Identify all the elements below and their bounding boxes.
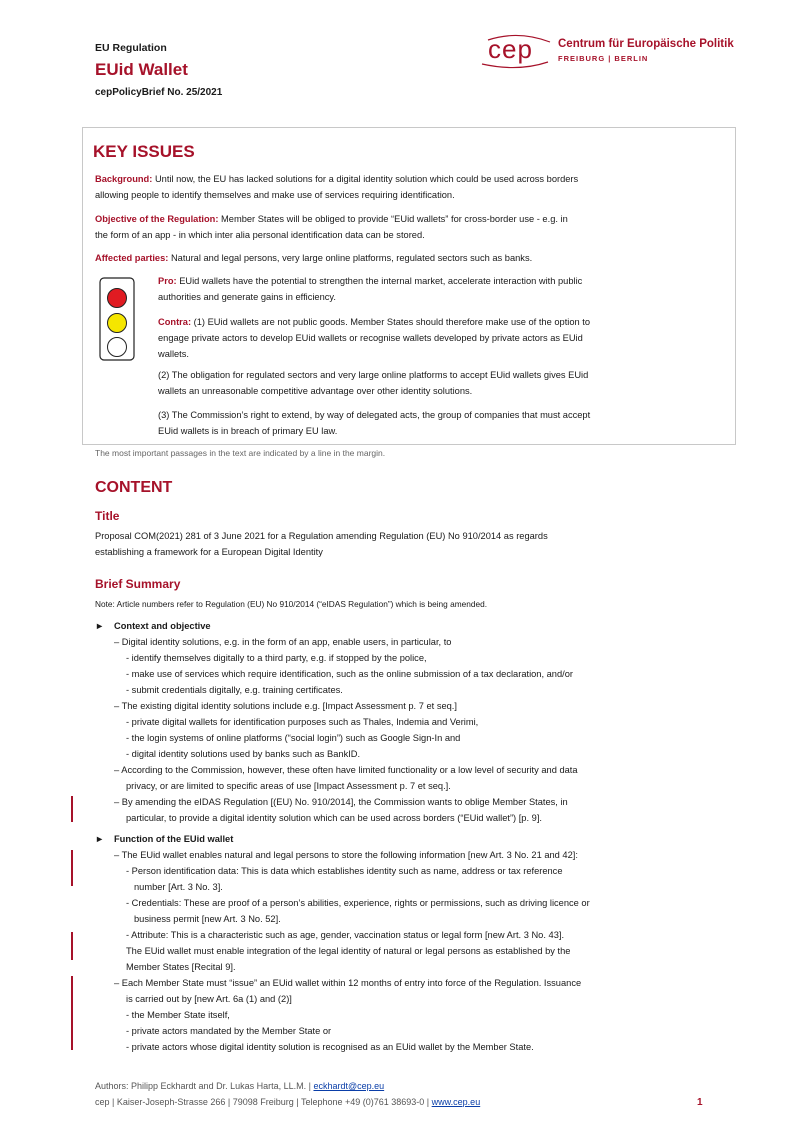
title-subheading: Title: [95, 509, 120, 523]
pro-label: Pro:: [158, 276, 177, 286]
contra-text-3: wallets.: [158, 349, 190, 359]
margin-importance-bar: [71, 850, 73, 886]
contra2-text-2: wallets an unreasonable competitive advantage over other identity solutions.: [158, 386, 473, 396]
list-item: – According to the Commission, however, these often have limited functionality or a low level of security and data: [114, 765, 578, 775]
contra-label: Contra:: [158, 317, 192, 327]
footer-authors: [95, 1081, 384, 1091]
contra-text-2: engage private actors to develop EUid wallets or recognise wallets developed by private actors as EUid: [158, 333, 583, 343]
list-item: - submit credentials digitally, e.g. training certificates.: [126, 685, 343, 695]
brief-number: cepPolicyBrief No. 25/2021: [95, 87, 223, 98]
list-item: Member States [Recital 9].: [126, 962, 236, 972]
traffic-light-icon: [99, 277, 135, 361]
objective-text-1: Member States will be obliged to provide “EUid wallets” for cross-border use - e.g. in: [221, 214, 568, 224]
list-item: - private digital wallets for identification purposes such as Thales, Indemia and Verimi,: [126, 717, 479, 727]
traffic-light-yellow: [108, 314, 127, 333]
background-text-2: allowing people to identify themselves and make use of services requiring identification.: [95, 190, 455, 200]
footer-address: [95, 1097, 480, 1107]
contra2-text-1: (2) The obligation for regulated sectors and very large online platforms to accept EUid wallets gives EUid: [158, 370, 589, 380]
list-item: is carried out by [new Art. 6a (1) and (2)]: [126, 994, 292, 1004]
pro-text-2: authorities and generate gains in efficiency.: [158, 292, 336, 302]
traffic-light-red: [108, 289, 127, 308]
title-paragraph: [95, 528, 705, 560]
authors-text: Authors: Philipp Eckhardt and Dr. Lukas Harta, LL.M. |: [95, 1081, 311, 1091]
list-item: - Attribute: This is a characteristic such as age, gender, vaccination status or legal form [new Art. 3 No. 43].: [126, 930, 565, 940]
traffic-light-white: [108, 338, 127, 357]
contra3-paragraph: [158, 407, 718, 439]
logo-cities: FREIBURG | BERLIN: [558, 54, 649, 63]
objective-paragraph: [95, 211, 715, 243]
list-item: – Each Member State must “issue” an EUid wallet within 12 months of entry into force of the Regulation. Issuance: [114, 978, 582, 988]
bullet-marker: ►: [95, 834, 105, 844]
website-link[interactable]: www.cep.eu: [431, 1097, 481, 1107]
list-item: – By amending the eIDAS Regulation [(EU) No. 910/2014], the Commission wants to oblige Member States, in: [114, 797, 568, 807]
contra3-text-1: (3) The Commission’s right to extend, by way of delegated acts, the group of companies that must accept: [158, 410, 591, 420]
address-text: cep | Kaiser-Joseph-Strasse 266 | 79098 Freiburg | Telephone +49 (0)761 38693-0 |: [95, 1097, 430, 1107]
affected-text: Natural and legal persons, very large online platforms, regulated sectors such as banks.: [170, 253, 533, 263]
bullet-marker: ►: [95, 621, 105, 631]
background-text-1: Until now, the EU has lacked solutions for a digital identity solution which could be used across borders: [154, 174, 579, 184]
contra-text-1: (1) EUid wallets are not public goods. Member States should therefore make use of the option to: [193, 317, 591, 327]
page-number: 1: [697, 1097, 703, 1108]
logo-wordmark: cep: [488, 34, 533, 64]
margin-importance-bar: [71, 796, 73, 822]
pro-text-1: EUid wallets have the potential to strengthen the internal market, accelerate interaction with public: [179, 276, 583, 286]
list-item: - private actors mandated by the Member State or: [126, 1026, 332, 1036]
list-item: - digital identity solutions used by banks such as BankID.: [126, 749, 361, 759]
list-item: - Credentials: These are proof of a person’s abilities, experience, rights or permissions, such as driving licence or: [126, 898, 590, 908]
content-heading: CONTENT: [95, 479, 173, 496]
list-item: The EUid wallet must enable integration of the legal identity of natural or legal persons as established by the: [126, 946, 571, 956]
margin-line-note: The most important passages in the text are indicated by a line in the margin.: [95, 448, 386, 458]
list-item: - make use of services which require identification, such as the online submission of a tax declaration, and/or: [126, 669, 573, 679]
key-issues-heading: KEY ISSUES: [93, 142, 195, 161]
affected-label: Affected parties:: [95, 253, 169, 263]
affected-paragraph: [95, 250, 715, 266]
document-title: EUid Wallet: [95, 60, 188, 79]
regulation-category: EU Regulation: [95, 42, 167, 54]
summary-note: Note: Article numbers refer to Regulation (EU) No 910/2014 (“eIDAS Regulation”) which is being amended.: [95, 599, 487, 609]
background-label: Background:: [95, 174, 153, 184]
list-item: privacy, or are limited to specific areas of use [Impact Assessment p. 7 et seq.].: [126, 781, 451, 791]
list-item: business permit [new Art. 3 No. 52].: [134, 914, 281, 924]
list-item: – The EUid wallet enables natural and legal persons to store the following information [new Art. 3 No. 21 and 42]:: [114, 850, 578, 860]
background-paragraph: [95, 171, 715, 203]
list-item: number [Art. 3 No. 3].: [134, 882, 223, 892]
list-item: - the login systems of online platforms (“social login”) such as Google Sign-In and: [126, 733, 461, 743]
logo-org-name: Centrum für Europäische Politik: [558, 38, 734, 50]
list-item: - private actors whose digital identity solution is recognised as an EUid wallet by the Member State.: [126, 1042, 534, 1052]
objective-text-2: the form of an app - in which inter alia personal identification data can be stored.: [95, 230, 425, 240]
list-item: - identify themselves digitally to a third party, e.g. if stopped by the police,: [126, 653, 427, 663]
summary-subheading: Brief Summary: [95, 577, 181, 591]
objective-label: Objective of the Regulation:: [95, 214, 219, 224]
list-item: Function of the EUid wallet: [114, 834, 234, 844]
list-item: particular, to provide a digital identity solution which can be used across borders (“EUid wallet”) [p. 9].: [126, 813, 542, 823]
pro-paragraph: [158, 273, 718, 305]
title-text-1: Proposal COM(2021) 281 of 3 June 2021 for a Regulation amending Regulation (EU) No 910/2014 as regards: [95, 531, 548, 541]
contra-paragraph: [158, 314, 718, 362]
list-item: Context and objective: [114, 621, 211, 631]
author-email-link[interactable]: eckhardt@cep.eu: [313, 1081, 385, 1091]
list-item: - Person identification data: This is data which establishes identity such as name, address or tax reference: [126, 866, 563, 876]
list-item: - the Member State itself,: [126, 1010, 230, 1020]
list-item: – The existing digital identity solutions include e.g. [Impact Assessment p. 7 et seq.]: [114, 701, 457, 711]
title-text-2: establishing a framework for a European Digital Identity: [95, 547, 323, 557]
list-item: – Digital identity solutions, e.g. in the form of an app, enable users, in particular, to: [114, 637, 452, 647]
contra3-text-2: EUid wallets is in breach of primary EU law.: [158, 426, 338, 436]
margin-importance-bar: [71, 976, 73, 1050]
contra2-paragraph: [158, 367, 718, 399]
margin-importance-bar: [71, 932, 73, 960]
cep-logo: [478, 32, 738, 72]
